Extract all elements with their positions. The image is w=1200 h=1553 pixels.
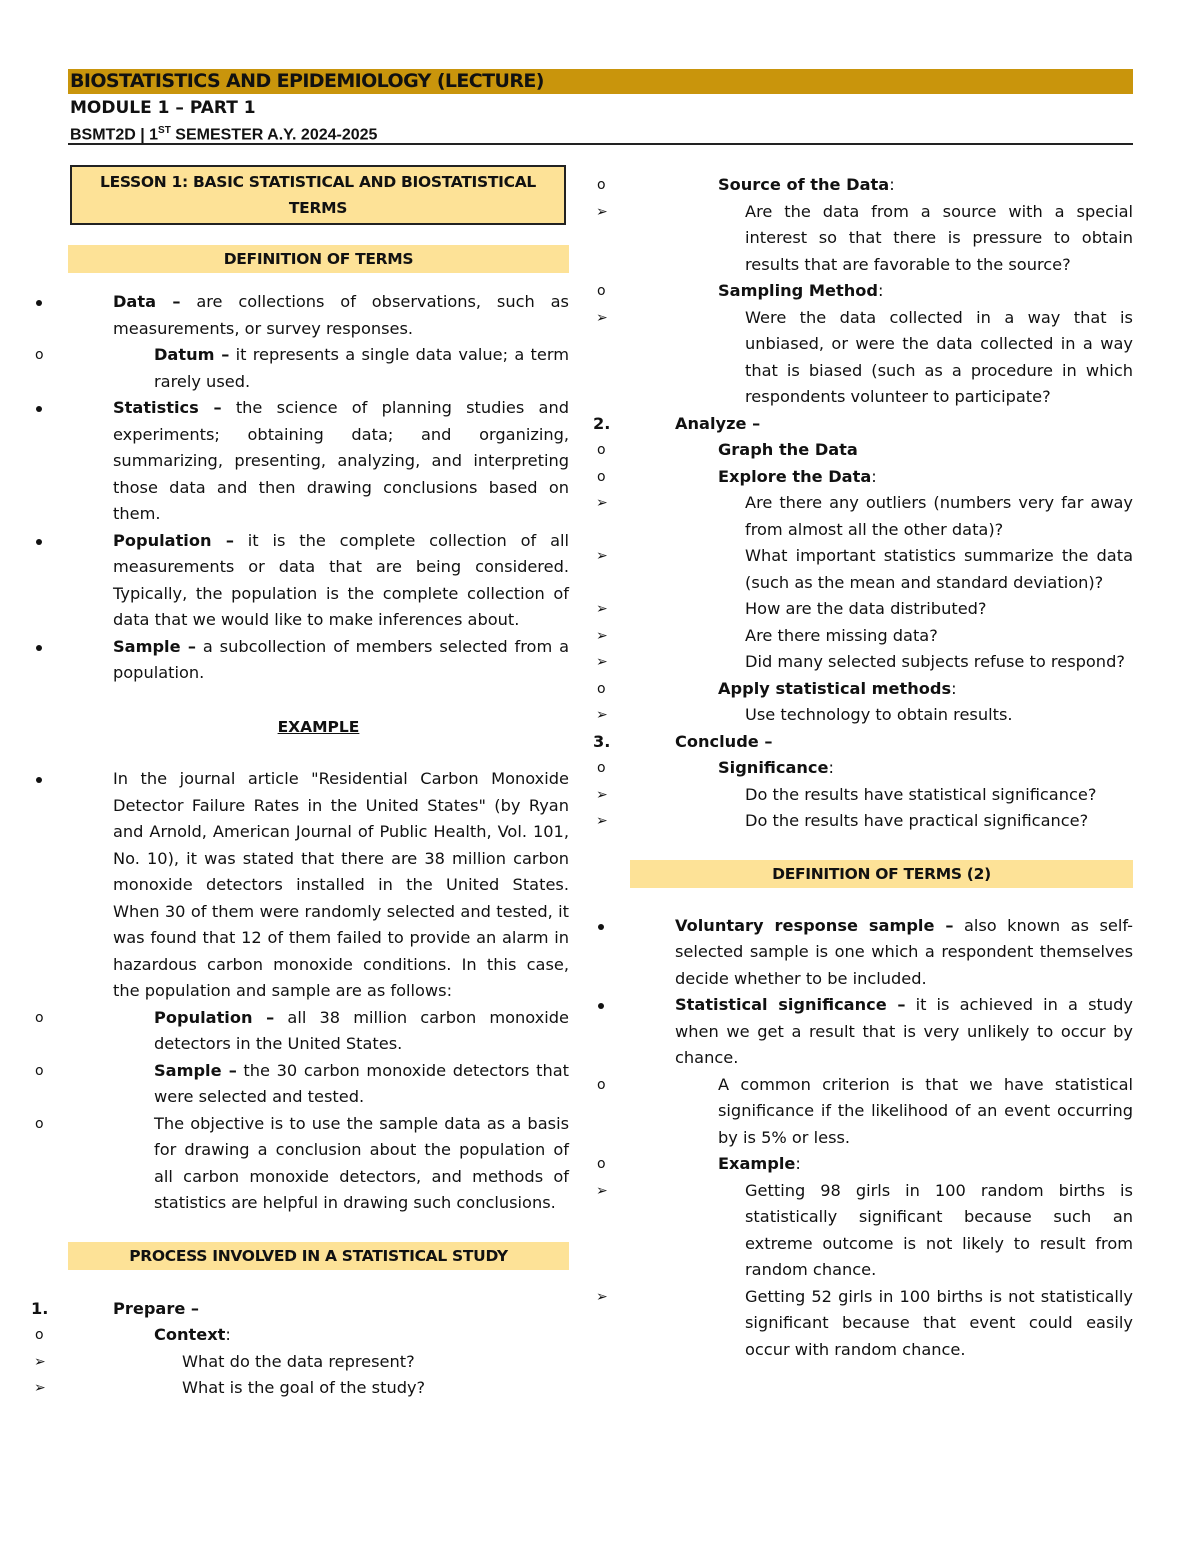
explore-item: o Explore the Data: [597, 466, 877, 486]
arrow-bullet-icon: ➢ [596, 601, 608, 617]
explore-question: ➢ Did many selected subjects refuse to respond? [630, 649, 1133, 676]
definition-sample: Sample – a subcollection of members selected from a population. [68, 634, 569, 687]
example-heading: EXAMPLE [277, 717, 360, 736]
arrow-bullet-icon: ➢ [596, 1182, 608, 1199]
arrow-bullet-icon: ➢ [596, 309, 608, 326]
arrow-bullet-icon: ➢ [596, 707, 608, 723]
arrow-bullet-icon: ➢ [596, 203, 608, 220]
context-question: ➢ What is the goal of the study? [34, 1378, 426, 1397]
explore-question: ➢ What important statistics summarize the data (such as the mean and standard deviation)? [630, 543, 1133, 596]
definitions2-heading: DEFINITION OF TERMS (2) [630, 860, 1133, 888]
sampling-item: o Sampling Method: [597, 281, 884, 300]
graph-item: o Graph the Data [597, 440, 858, 459]
definition-data: Data – are collections of observations, such as measurements, or survey responses. [68, 289, 569, 342]
explore-question: ➢ How are the data distributed? [630, 596, 1133, 623]
definition-voluntary-response: Voluntary response sample – also known as self-selected sample is one which a respondent themselves decide whether to be included. [630, 913, 1133, 993]
significance-example: ➢ Getting 98 girls in 100 random births is statistically significant because such an extreme outcome is not likely to result from random chance. [630, 1178, 1133, 1284]
left-column [31, 165, 570, 1402]
definition-statistics: Statistics – the science of planning studies and experiments; obtaining data; and organizing, summarizing, presenting, analyzing, and interpreting those data and then drawing conclusions based on them. [68, 395, 569, 528]
arrow-bullet-icon: ➢ [596, 548, 608, 564]
significance-criterion: o A common criterion is that we have statistical significance if the likelihood of an event occurring by is 5% or less. [597, 1074, 1133, 1147]
context-item: o Context: [35, 1325, 231, 1344]
arrow-bullet-icon: ➢ [596, 654, 608, 670]
explore-question: ➢ Are there any outliers (numbers very far away from almost all the other data)? [630, 490, 1133, 543]
document-title: BIOSTATISTICS AND EPIDEMIOLOGY (LECTURE) [70, 70, 544, 92]
example-population: o Population – all 38 million carbon monoxide detectors in the United States. [35, 1007, 569, 1053]
process-heading: PROCESS INVOLVED IN A STATISTICAL STUDY [68, 1242, 569, 1270]
step-conclude: 3. Conclude – [593, 731, 773, 751]
right-column [593, 172, 1133, 1363]
definitions-heading: DEFINITION OF TERMS [68, 245, 569, 273]
significance-item: o Significance: [597, 758, 834, 777]
source-item: o Source of the Data: [597, 175, 895, 194]
example-objective: o The objective is to use the sample data as a basis for drawing a conclusion about the population of all carbon monoxide detectors, and methods of statistics are helpful in drawing such conclusions. [35, 1113, 569, 1212]
lesson-title-box: LESSON 1: BASIC STATISTICAL AND BIOSTATISTICAL TERMS [70, 165, 566, 225]
apply-question: ➢ Use technology to obtain results. [630, 702, 1133, 729]
arrow-bullet-icon: ➢ [596, 495, 608, 511]
arrow-bullet-icon: ➢ [596, 786, 608, 803]
step-prepare: 1. Prepare – [31, 1298, 200, 1318]
definition-statistical-significance: Statistical significance – it is achieved in a study when we get a result that is very unlikely to occur by chance. [630, 992, 1133, 1072]
significance-example: ➢ Getting 52 girls in 100 births is not statistically significant because that event could easily occur with random chance. [630, 1284, 1133, 1364]
step-analyze: 2. Analyze – [593, 413, 761, 433]
definition-population: Population – it is the complete collection of all measurements or data that are being considered. Typically, the population is the complete collection of data that we would like to make inferences about. [68, 528, 569, 634]
example-sample: o Sample – the 30 carbon monoxide detectors that were selected and tested. [35, 1060, 569, 1106]
definition-datum: o Datum – it represents a single data value; a term rarely used. [35, 345, 569, 391]
module-label: MODULE 1 – PART 1 [70, 98, 256, 118]
header-divider [68, 143, 1133, 145]
example-paragraph: In the journal article "Residential Carbon Monoxide Detector Failure Rates in the United States" (by Ryan and Arnold, American Journal of Public Health, Vol. 101, No. 10), it was stated that there are 38 million carbon monoxide detectors installed in the United States. When 30 of them were randomly selected and tested, it was found that 12 of them failed to provide an alarm in hazardous carbon monoxide conditions. In this case, the population and sample are as follows: [68, 766, 569, 1005]
source-question: ➢ Are the data from a source with a special interest so that there is pressure to obtain results that are favorable to the source? [630, 199, 1133, 279]
significance-question: ➢ Do the results have statistical significance? [630, 782, 1133, 809]
example-item: o Example: [597, 1154, 801, 1173]
significance-question: ➢ Do the results have practical significance? [630, 808, 1133, 835]
context-question: ➢ What do the data represent? [34, 1351, 415, 1371]
sampling-question: ➢ Were the data collected in a way that is unbiased, or were the data collected in a way that is biased (such as a procedure in which respondents volunteer to participate? [630, 305, 1133, 411]
arrow-bullet-icon: ➢ [596, 813, 608, 829]
apply-item: o Apply statistical methods: [597, 678, 957, 698]
arrow-bullet-icon: ➢ [596, 1288, 608, 1305]
semester-label: BSMT2D | 1ST SEMESTER A.Y. 2024-2025 [70, 125, 378, 144]
arrow-bullet-icon: ➢ [596, 627, 608, 644]
explore-question: ➢ Are there missing data? [630, 623, 1133, 650]
